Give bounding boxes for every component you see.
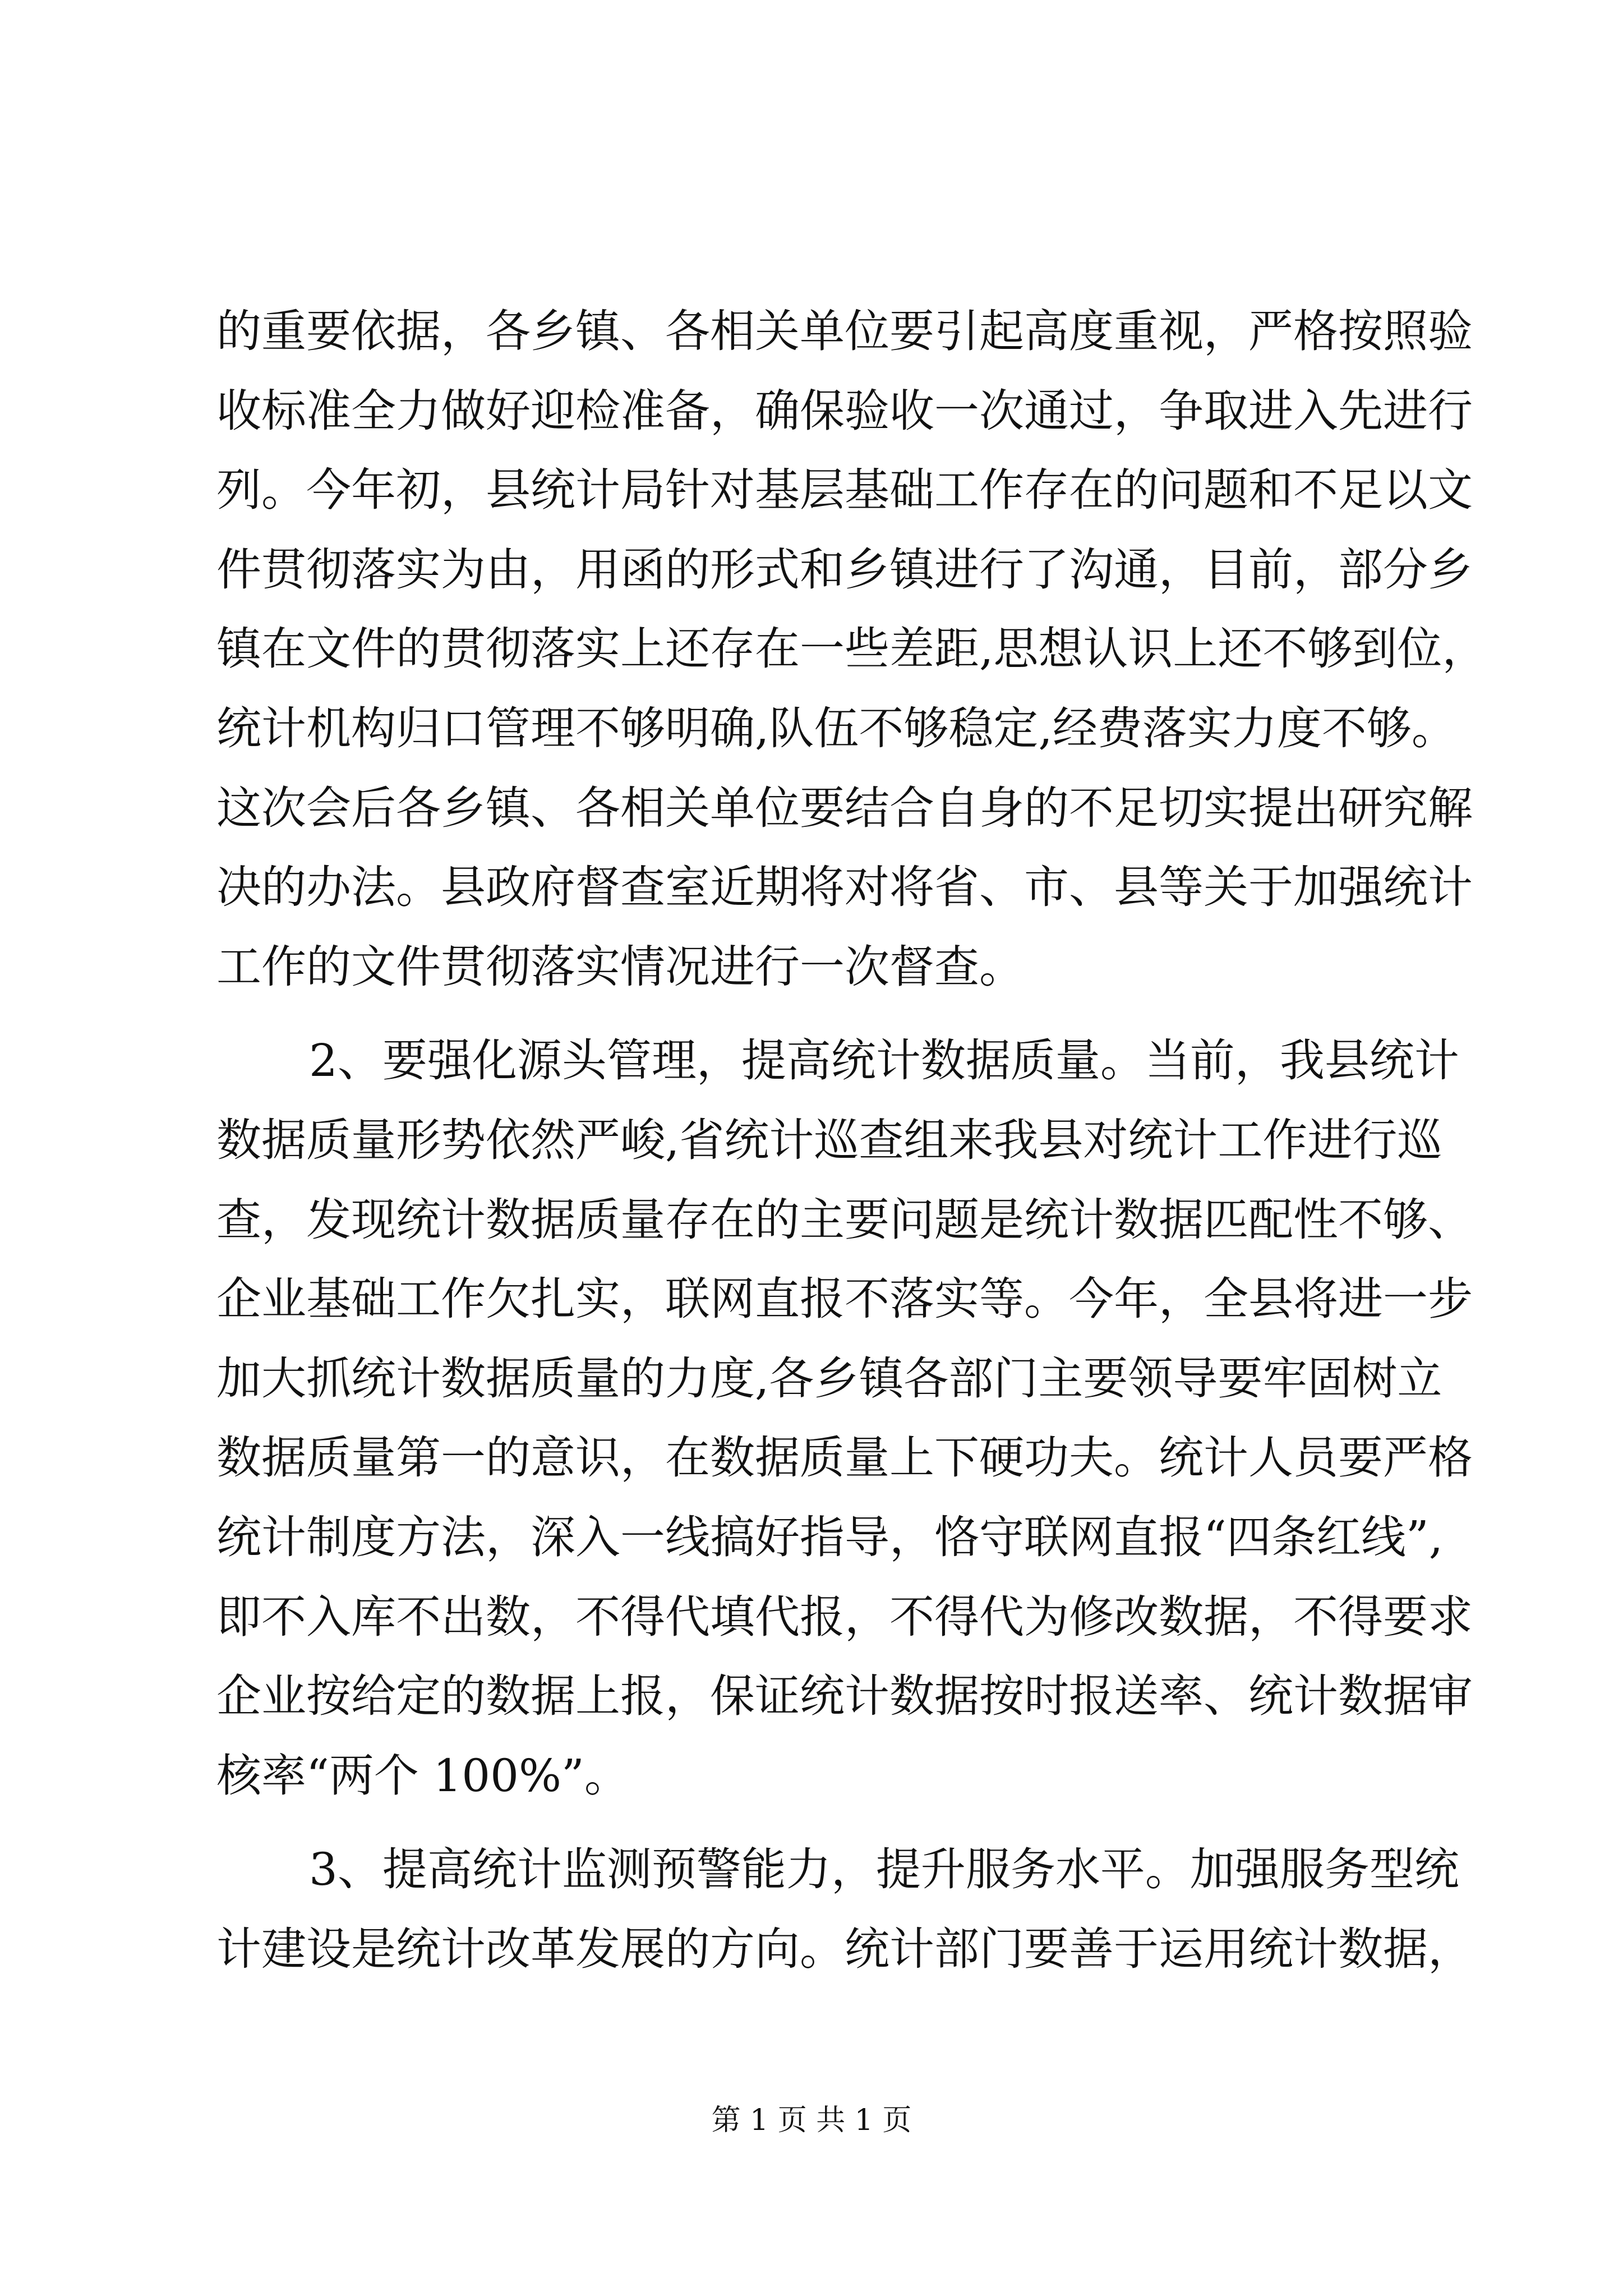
text-line: 即不入库不出数，不得代填代报，不得代为修改数据，不得要求 (216, 1590, 1473, 1643)
text-line: 这次会后各乡镇、各相关单位要结合自身的不足切实提出研究解 (216, 781, 1473, 834)
text-line: 收标准全力做好迎检准备，确保验收一次通过，争取进入先进行 (216, 384, 1473, 437)
text-line: 工作的文件贯彻落实情况进行一次督查。 (216, 940, 1024, 993)
text-line: 的重要依据，各乡镇、各相关单位要引起高度重视，严格按照验 (216, 305, 1473, 357)
text-line: 统计制度方法，深入一线搞好指导，恪守联网直报“四条红线”, (216, 1511, 1444, 1563)
body-text (216, 292, 1487, 1989)
text-line: 3、提高统计监测预警能力，提升服务水平。加强服务型统 (309, 1843, 1459, 1896)
text-line: 查，发现统计数据质量存在的主要问题是统计数据匹配性不够、 (216, 1193, 1473, 1246)
text-line: 核率“两个 100%”。 (216, 1749, 629, 1802)
text-line: 列。今年初，县统计局针对基层基础工作存在的问题和不足以文 (216, 464, 1473, 517)
text-line: 件贯彻落实为由，用函的形式和乡镇进行了沟通，目前，部分乡 (216, 543, 1473, 596)
page-number-footer: 第 1 页 共 1 页 (711, 2104, 912, 2137)
text-line: 加大抓统计数据质量的力度,各乡镇各部门主要领导要牢固树立 (216, 1352, 1442, 1405)
text-line: 决的办法。县政府督查室近期将对将省、市、县等关于加强统计 (216, 861, 1473, 914)
text-line: 企业按给定的数据上报，保证统计数据按时报送率、统计数据审 (216, 1670, 1473, 1723)
text-line: 数据质量形势依然严峻,省统计巡查组来我县对统计工作进行巡 (216, 1114, 1442, 1166)
text-line: 计建设是统计改革发展的方向。统计部门要善于运用统计数据， (216, 1922, 1473, 1975)
text-line: 企业基础工作欠扎实，联网直报不落实等。今年，全县将进一步 (216, 1273, 1473, 1326)
text-line: 镇在文件的贯彻落实上还存在一些差距,思想认识上还不够到位， (216, 623, 1487, 675)
text-line: 数据质量第一的意识，在数据质量上下硬功夫。统计人员要严格 (216, 1432, 1473, 1484)
text-line: 2、要强化源头管理，提高统计数据质量。当前，我县统计 (309, 1034, 1459, 1087)
text-line: 统计机构归口管理不够明确,队伍不够稳定,经费落实力度不够。 (216, 702, 1456, 754)
